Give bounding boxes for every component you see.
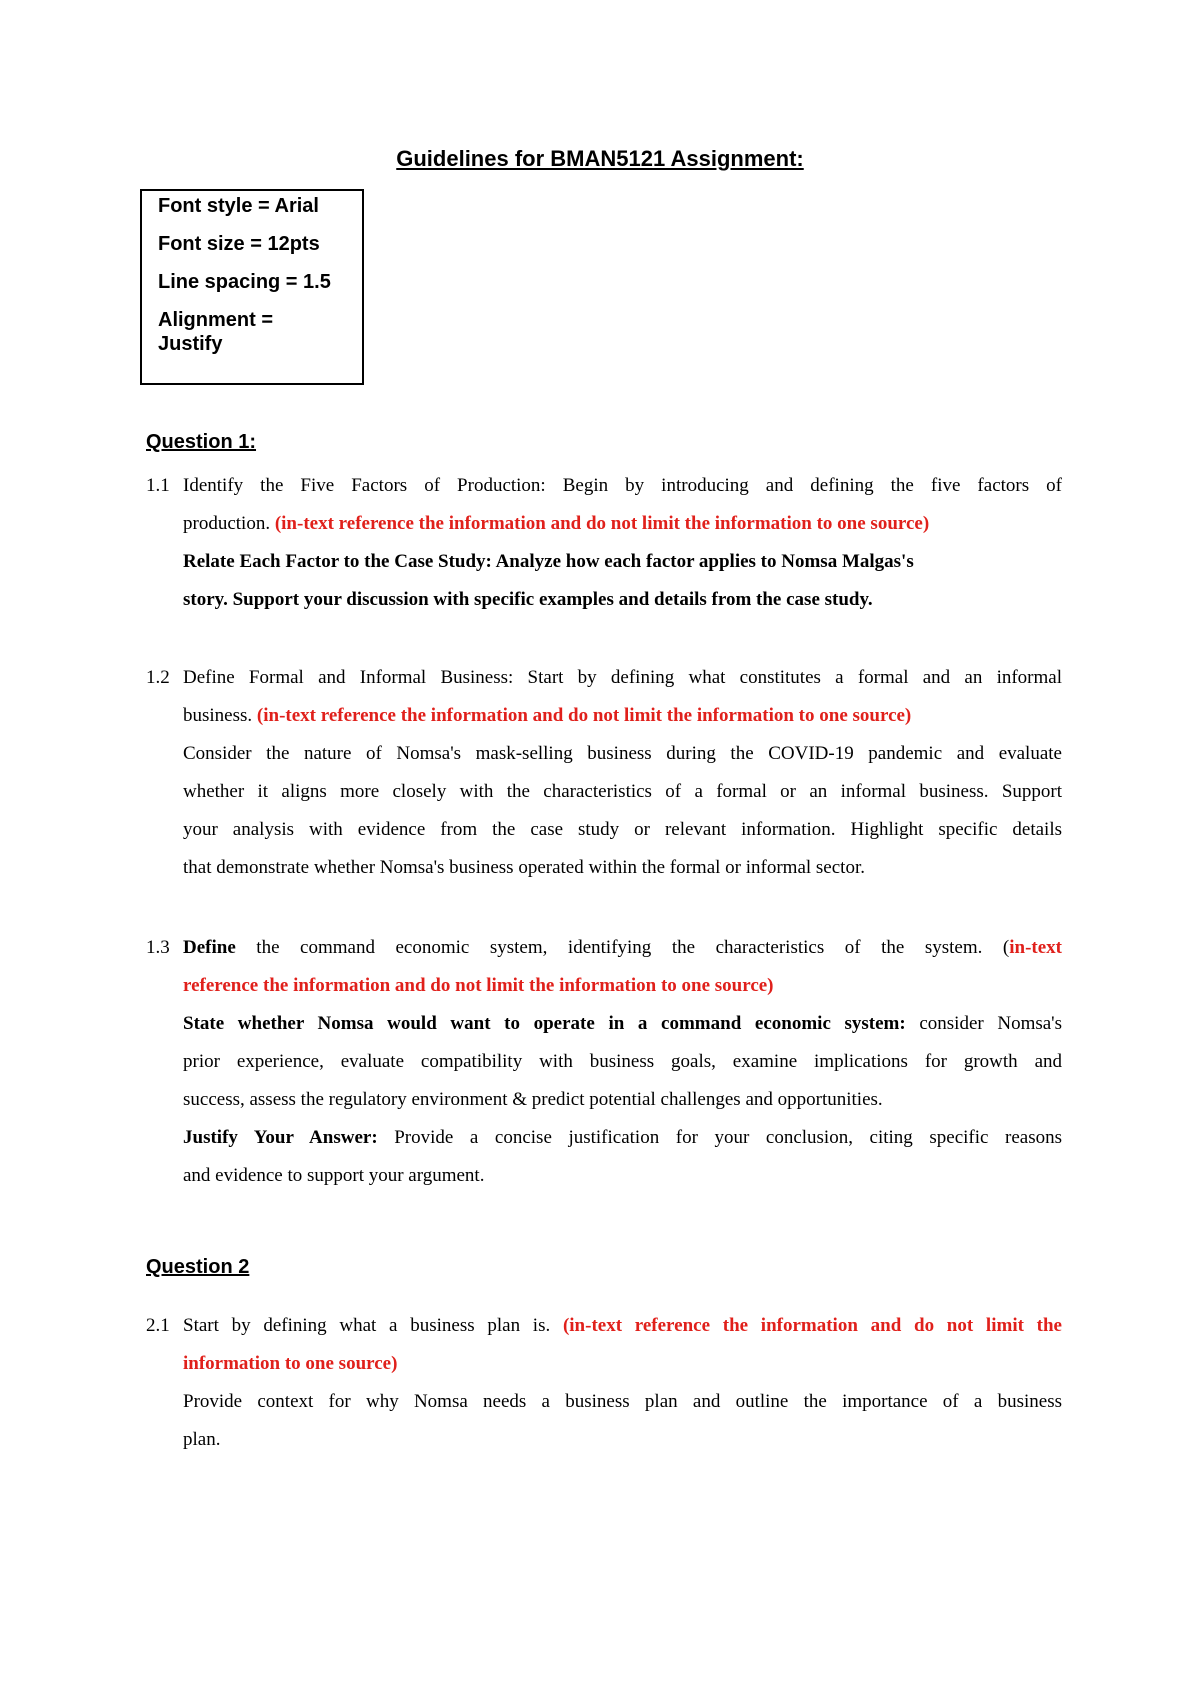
reference-note: reference the information and do not limit the information to one source) xyxy=(183,975,774,996)
item-text: and evidence to support your argument. xyxy=(183,1165,485,1186)
item-text-line xyxy=(183,937,1062,959)
case-study-instruction: Relate Each Factor to the Case Study: Analyze how each factor applies to Nomsa Malgas's xyxy=(183,551,914,572)
case-study-instruction: story. Support your discussion with specific examples and details from the case study. xyxy=(183,589,873,610)
item-text: Provide context for why Nomsa needs a business plan and outline the importance of a business xyxy=(183,1391,1062,1412)
item-text-line xyxy=(183,513,929,535)
item-text: your analysis with evidence from the case study or relevant information. Highlight specific details xyxy=(183,819,1062,840)
item-text: Provide a concise justification for your conclusion, citing specific reasons xyxy=(377,1127,1062,1148)
item-text: business. xyxy=(183,705,257,726)
line-spacing-spec: Line spacing = 1.5 xyxy=(158,271,331,293)
item-text: the command economic system, identifying the characteristics of the system. ( xyxy=(235,937,1010,958)
item-text: success, assess the regulatory environment & predict potential challenges and opportunities. xyxy=(183,1089,883,1110)
state-instruction: State whether Nomsa would want to operate in a command economic system: xyxy=(183,1013,906,1034)
reference-note: (in-text reference the information and do not limit the information to one source) xyxy=(274,513,930,534)
item-number: 1.2 xyxy=(146,667,170,688)
font-style-spec: Font style = Arial xyxy=(158,195,319,217)
question-1-heading: Question 1: xyxy=(146,431,257,453)
reference-note: in-text xyxy=(1009,937,1062,958)
page-title: Guidelines for BMAN5121 Assignment: xyxy=(396,146,804,171)
item-text-line xyxy=(183,1315,1062,1337)
item-text: Define Formal and Informal Business: Start by defining what constitutes a formal and an informal xyxy=(183,667,1062,688)
justify-instruction: Justify Your Answer: xyxy=(183,1127,378,1148)
item-text: Consider the nature of Nomsa's mask-selling business during the COVID-19 pandemic and evaluate xyxy=(183,743,1062,764)
font-size-spec: Font size = 12pts xyxy=(158,233,320,255)
item-text: whether it aligns more closely with the characteristics of a formal or an informal business. Support xyxy=(183,781,1062,802)
item-text: consider Nomsa's xyxy=(905,1013,1062,1034)
reference-note: (in-text reference the information and do not limit the information to one source) xyxy=(256,705,912,726)
alignment-spec: Alignment = xyxy=(158,309,274,331)
item-number: 2.1 xyxy=(146,1315,170,1336)
reference-note: (in-text reference the information and do not limit the xyxy=(562,1315,1062,1336)
item-text-line xyxy=(183,1127,1062,1149)
format-requirements-box xyxy=(140,189,364,385)
item-text: Identify the Five Factors of Production: Begin by introducing and defining the five factors of xyxy=(183,475,1062,496)
item-text-line xyxy=(183,1013,1062,1035)
item-text: prior experience, evaluate compatibility with business goals, examine implications for growth and xyxy=(183,1051,1062,1072)
item-text: production. xyxy=(183,513,275,534)
item-number: 1.1 xyxy=(146,475,170,496)
reference-note: information to one source) xyxy=(183,1353,398,1374)
define-keyword: Define xyxy=(183,937,236,958)
item-text: that demonstrate whether Nomsa's business operated within the formal or informal sector. xyxy=(183,857,865,878)
item-number: 1.3 xyxy=(146,937,170,958)
item-text: plan. xyxy=(183,1429,221,1450)
item-text-line xyxy=(183,705,911,727)
question-2-heading: Question 2 xyxy=(146,1256,250,1278)
alignment-value: Justify xyxy=(158,333,223,355)
item-text: Start by defining what a business plan is. xyxy=(183,1315,563,1336)
